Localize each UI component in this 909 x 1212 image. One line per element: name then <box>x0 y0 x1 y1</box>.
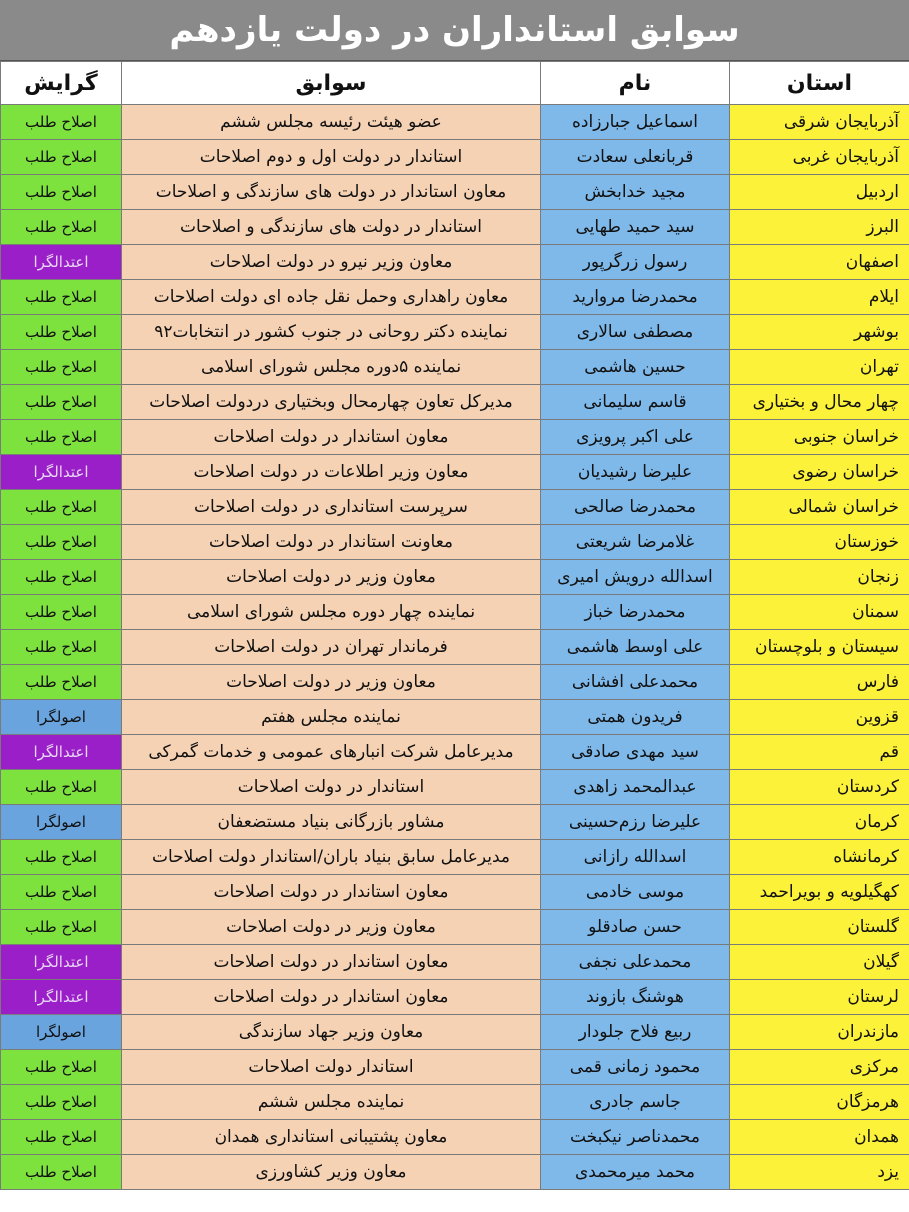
leaning-cell: اصلاح طلب <box>1 210 122 245</box>
province-cell: هرمزگان <box>730 1085 909 1120</box>
record-cell: معاون وزیر در دولت اصلاحات <box>122 560 541 595</box>
table-row <box>1 560 909 595</box>
leaning-cell: اصلاح طلب <box>1 420 122 455</box>
province-cell: فارس <box>730 665 909 700</box>
province-cell: گلستان <box>730 910 909 945</box>
province-cell: بوشهر <box>730 315 909 350</box>
table-row <box>1 805 909 840</box>
table-row <box>1 490 909 525</box>
table-row <box>1 630 909 665</box>
record-cell: معاون وزیر نیرو در دولت اصلاحات <box>122 245 541 280</box>
table-row <box>1 350 909 385</box>
table-header-row <box>1 62 909 105</box>
table-row <box>1 1015 909 1050</box>
record-cell: استاندار در دولت های سازندگی و اصلاحات <box>122 210 541 245</box>
name-cell: علیرضا رشیدیان <box>541 455 730 490</box>
province-cell: کرمان <box>730 805 909 840</box>
name-cell: حسین هاشمی <box>541 350 730 385</box>
province-cell: ایلام <box>730 280 909 315</box>
province-cell: سیستان و بلوچستان <box>730 630 909 665</box>
name-cell: محمدرضا صالحی <box>541 490 730 525</box>
table-row <box>1 700 909 735</box>
leaning-cell: اعتدالگرا <box>1 735 122 770</box>
leaning-cell: اصلاح طلب <box>1 385 122 420</box>
table-row <box>1 280 909 315</box>
header-province: استان <box>730 62 909 105</box>
leaning-cell: اصلاح طلب <box>1 1050 122 1085</box>
record-cell: نماینده چهار دوره مجلس شورای اسلامی <box>122 595 541 630</box>
table-row <box>1 385 909 420</box>
table-row <box>1 735 909 770</box>
record-cell: معاون پشتیبانی استانداری همدان <box>122 1120 541 1155</box>
record-cell: استاندار در دولت اول و دوم اصلاحات <box>122 140 541 175</box>
record-cell: نماینده ۵دوره مجلس شورای اسلامی <box>122 350 541 385</box>
leaning-cell: اصلاح طلب <box>1 875 122 910</box>
leaning-cell: اصلاح طلب <box>1 840 122 875</box>
province-cell: زنجان <box>730 560 909 595</box>
table-row <box>1 175 909 210</box>
name-cell: رسول زرگرپور <box>541 245 730 280</box>
name-cell: مصطفی سالاری <box>541 315 730 350</box>
name-cell: موسی خادمی <box>541 875 730 910</box>
header-name: نام <box>541 62 730 105</box>
province-cell: چهار محال و بختیاری <box>730 385 909 420</box>
table-row <box>1 945 909 980</box>
leaning-cell: اصلاح طلب <box>1 1155 122 1190</box>
table-row <box>1 910 909 945</box>
table-row <box>1 105 909 140</box>
province-cell: همدان <box>730 1120 909 1155</box>
name-cell: علی اوسط هاشمی <box>541 630 730 665</box>
leaning-cell: اصولگرا <box>1 1015 122 1050</box>
name-cell: حسن صادقلو <box>541 910 730 945</box>
table-row <box>1 1120 909 1155</box>
name-cell: سید حمید طهایی <box>541 210 730 245</box>
province-cell: یزد <box>730 1155 909 1190</box>
table-row <box>1 315 909 350</box>
table-row <box>1 245 909 280</box>
record-cell: عضو هیئت رئیسه مجلس ششم <box>122 105 541 140</box>
name-cell: اسدالله رازانی <box>541 840 730 875</box>
leaning-cell: اصلاح طلب <box>1 595 122 630</box>
name-cell: محمدرضا خباز <box>541 595 730 630</box>
leaning-cell: اصلاح طلب <box>1 140 122 175</box>
name-cell: اسماعیل جبارزاده <box>541 105 730 140</box>
table-row <box>1 420 909 455</box>
table-row <box>1 980 909 1015</box>
name-cell: جاسم جادری <box>541 1085 730 1120</box>
table-row <box>1 665 909 700</box>
table-row <box>1 770 909 805</box>
province-cell: کردستان <box>730 770 909 805</box>
province-cell: سمنان <box>730 595 909 630</box>
record-cell: معاون استاندار در دولت اصلاحات <box>122 945 541 980</box>
table-row <box>1 1155 909 1190</box>
name-cell: عبدالمحمد زاهدی <box>541 770 730 805</box>
leaning-cell: اصلاح طلب <box>1 175 122 210</box>
record-cell: معاون استاندار در دولت اصلاحات <box>122 980 541 1015</box>
province-cell: اصفهان <box>730 245 909 280</box>
name-cell: محمدعلی نجفی <box>541 945 730 980</box>
leaning-cell: اصولگرا <box>1 700 122 735</box>
name-cell: محمدرضا مروارید <box>541 280 730 315</box>
record-cell: معاون استاندار در دولت اصلاحات <box>122 420 541 455</box>
table-row <box>1 840 909 875</box>
province-cell: خوزستان <box>730 525 909 560</box>
province-cell: خراسان رضوی <box>730 455 909 490</box>
table-row <box>1 210 909 245</box>
name-cell: اسدالله درویش امیری <box>541 560 730 595</box>
leaning-cell: اصلاح طلب <box>1 1120 122 1155</box>
province-cell: خراسان جنوبی <box>730 420 909 455</box>
record-cell: مشاور بازرگانی بنیاد مستضعفان <box>122 805 541 840</box>
leaning-cell: اصلاح طلب <box>1 910 122 945</box>
record-cell: معاون وزیر در دولت اصلاحات <box>122 910 541 945</box>
leaning-cell: اعتدالگرا <box>1 945 122 980</box>
leaning-cell: اعتدالگرا <box>1 455 122 490</box>
name-cell: علی اکبر پرویزی <box>541 420 730 455</box>
table-row <box>1 875 909 910</box>
table-row <box>1 1050 909 1085</box>
province-cell: اردبیل <box>730 175 909 210</box>
name-cell: هوشنگ بازوند <box>541 980 730 1015</box>
record-cell: فرماندار تهران در دولت اصلاحات <box>122 630 541 665</box>
header-leaning: گرایش <box>1 62 122 105</box>
leaning-cell: اصولگرا <box>1 805 122 840</box>
record-cell: معاون وزیر جهاد سازندگی <box>122 1015 541 1050</box>
table-row <box>1 455 909 490</box>
table-row <box>1 1085 909 1120</box>
leaning-cell: اعتدالگرا <box>1 980 122 1015</box>
province-cell: مازندران <box>730 1015 909 1050</box>
name-cell: قاسم سلیمانی <box>541 385 730 420</box>
leaning-cell: اصلاح طلب <box>1 665 122 700</box>
table-body <box>1 105 909 1190</box>
province-cell: البرز <box>730 210 909 245</box>
leaning-cell: اصلاح طلب <box>1 315 122 350</box>
table-row <box>1 525 909 560</box>
leaning-cell: اصلاح طلب <box>1 350 122 385</box>
record-cell: معاونت استاندار در دولت اصلاحات <box>122 525 541 560</box>
leaning-cell: اصلاح طلب <box>1 630 122 665</box>
name-cell: محمد میرمحمدی <box>541 1155 730 1190</box>
record-cell: نماینده مجلس هفتم <box>122 700 541 735</box>
province-cell: تهران <box>730 350 909 385</box>
name-cell: قربانعلی سعادت <box>541 140 730 175</box>
province-cell: کرمانشاه <box>730 840 909 875</box>
leaning-cell: اصلاح طلب <box>1 1085 122 1120</box>
province-cell: آذربایجان شرقی <box>730 105 909 140</box>
leaning-cell: اصلاح طلب <box>1 525 122 560</box>
name-cell: محمدعلی افشانی <box>541 665 730 700</box>
record-cell: معاون وزیر کشاورزی <box>122 1155 541 1190</box>
table-row <box>1 140 909 175</box>
province-cell: قم <box>730 735 909 770</box>
record-cell: استاندار دولت اصلاحات <box>122 1050 541 1085</box>
record-cell: استاندار در دولت اصلاحات <box>122 770 541 805</box>
province-cell: گیلان <box>730 945 909 980</box>
record-cell: مدیرکل تعاون چهارمحال وبختیاری دردولت اصلاحات <box>122 385 541 420</box>
record-cell: معاون استاندار در دولت های سازندگی و اصلاحات <box>122 175 541 210</box>
name-cell: غلامرضا شریعتی <box>541 525 730 560</box>
province-cell: قزوین <box>730 700 909 735</box>
record-cell: معاون وزیر اطلاعات در دولت اصلاحات <box>122 455 541 490</box>
record-cell: مدیرعامل سابق بنیاد باران/استاندار دولت اصلاحات <box>122 840 541 875</box>
name-cell: علیرضا رزم‌حسینی <box>541 805 730 840</box>
record-cell: مدیرعامل شرکت انبارهای عمومی و خدمات گمرکی <box>122 735 541 770</box>
name-cell: محمدناصر نیکبخت <box>541 1120 730 1155</box>
province-cell: کهگیلویه و بویراحمد <box>730 875 909 910</box>
leaning-cell: اصلاح طلب <box>1 280 122 315</box>
record-cell: معاون وزیر در دولت اصلاحات <box>122 665 541 700</box>
province-cell: مرکزی <box>730 1050 909 1085</box>
name-cell: مجید خدابخش <box>541 175 730 210</box>
leaning-cell: اصلاح طلب <box>1 560 122 595</box>
province-cell: آذربایجان غربی <box>730 140 909 175</box>
header-record: سوابق <box>122 62 541 105</box>
record-cell: سرپرست استانداری در دولت اصلاحات <box>122 490 541 525</box>
province-cell: لرستان <box>730 980 909 1015</box>
name-cell: فریدون همتی <box>541 700 730 735</box>
province-cell: خراسان شمالی <box>730 490 909 525</box>
record-cell: نماینده مجلس ششم <box>122 1085 541 1120</box>
name-cell: ربیع فلاح جلودار <box>541 1015 730 1050</box>
name-cell: سید مهدی صادقی <box>541 735 730 770</box>
record-cell: معاون استاندار در دولت اصلاحات <box>122 875 541 910</box>
leaning-cell: اصلاح طلب <box>1 490 122 525</box>
name-cell: محمود زمانی قمی <box>541 1050 730 1085</box>
record-cell: نماینده دکتر روحانی در جنوب کشور در انتخابات۹۲ <box>122 315 541 350</box>
leaning-cell: اصلاح طلب <box>1 105 122 140</box>
table-row <box>1 595 909 630</box>
governors-table <box>0 61 909 1190</box>
page-title: سوابق استانداران در دولت یازدهم <box>0 0 909 61</box>
record-cell: معاون راهداری وحمل نقل جاده ای دولت اصلاحات <box>122 280 541 315</box>
leaning-cell: اعتدالگرا <box>1 245 122 280</box>
leaning-cell: اصلاح طلب <box>1 770 122 805</box>
